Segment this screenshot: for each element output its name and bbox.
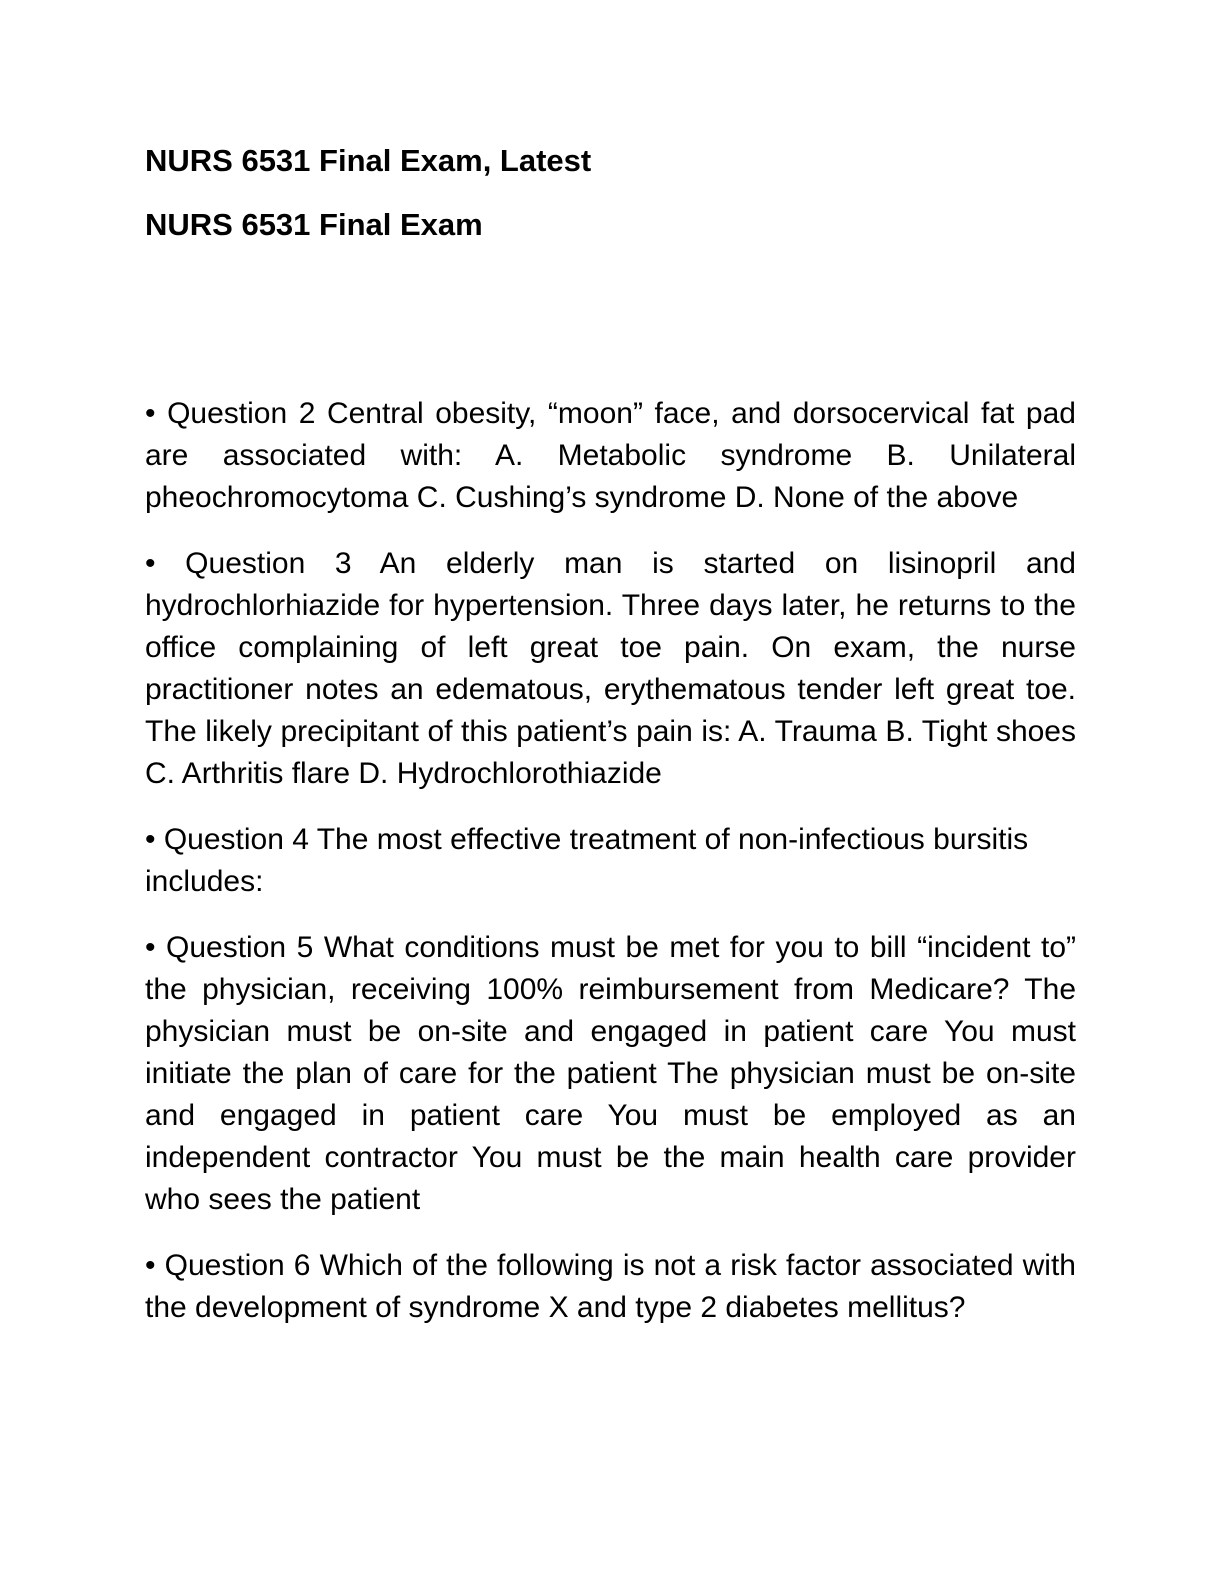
document-content — [145, 140, 1076, 1353]
question-paragraph-5: • Question 5 What conditions must be met for you to bill “incident to” the physician, receiving 100% reimbursement from Medicare? The physician must be on-site and engaged in patient care You must initiate the plan of care for the patient The physician must be on-site and engaged in patient care You must be employed as an independent contractor You must be the main health care provider who sees the patient — [145, 931, 1076, 1216]
question-paragraph-3: • Question 3 An elderly man is started on lisinopril and hydrochlorhiazide for hypertension. Three days later, he returns to the office complaining of left great toe pain. On exam, the nurse practitioner notes an edematous, erythematous tender left great toe. The likely precipitant of this patient’s pain is: A. Trauma B. Tight shoes C. Arthritis flare D. Hydrochlorothiazide — [145, 547, 1076, 790]
question-paragraph-6: • Question 6 Which of the following is not a risk factor associated with the development of syndrome X and type 2 diabetes mellitus? — [145, 1249, 1076, 1324]
document-subtitle: NURS 6531 Final Exam — [145, 207, 483, 242]
question-paragraph-2: • Question 2 Central obesity, “moon” face, and dorsocervical fat pad are associated with: A. Metabolic syndrome B. Unilateral pheochromocytoma C. Cushing’s syndrome D. None of the above — [145, 397, 1076, 514]
question-paragraph-4: • Question 4 The most effective treatment of non-infectious bursitis includes: — [145, 823, 1029, 898]
document-title: NURS 6531 Final Exam, Latest — [145, 143, 592, 178]
